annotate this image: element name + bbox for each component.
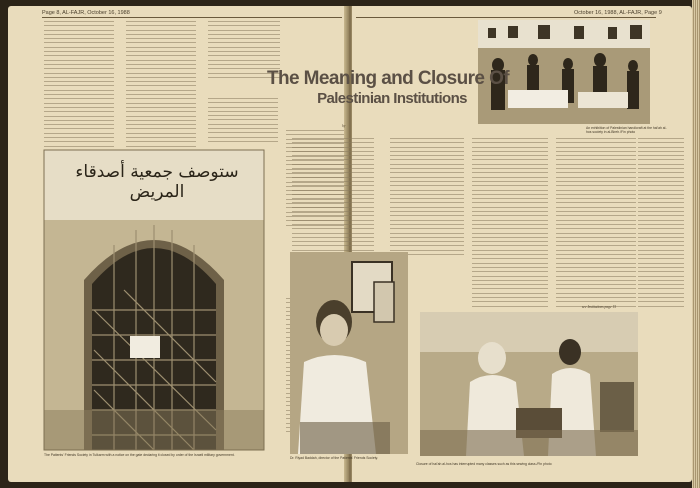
text-column — [126, 21, 196, 145]
text-column — [44, 21, 114, 145]
text-column — [472, 138, 548, 306]
binding-edge — [692, 0, 700, 488]
text-column — [638, 138, 684, 306]
photo-caption-left: The Patients' Friends Society in Tulkarm with a notice on the gate declaring it closed by order of the Israeli military government. — [44, 453, 235, 457]
left-page-header: Page 8, AL-FAJR, October 16, 1988 — [42, 10, 130, 16]
doctor-photo — [290, 252, 408, 454]
photo-caption-center: Dr. Riyad Baddah, director of the Patients' Friends Society. — [290, 456, 379, 460]
article-title-line-2: Palestinian Institutions — [317, 90, 467, 107]
text-column — [292, 138, 374, 256]
text-column — [390, 138, 464, 256]
doctor-photo-art — [290, 252, 408, 454]
gate-photo — [44, 150, 264, 450]
header-rule — [356, 17, 656, 18]
photo-caption-top-right: An exhibition of Palestinian handicraft at the hai'ah al-hos society in al-Bireh./Fin photo — [586, 126, 667, 134]
article-title-line-1: The Meaning and Closure Of — [267, 68, 509, 89]
sewing-class-photo — [420, 312, 638, 456]
continued-notice: see Institutions page 15 — [582, 305, 617, 309]
photo-caption-right: Closure of hai'ah al-hos has interrupted many classes such as this sewing class./Fin photo — [416, 462, 552, 466]
header-rule — [42, 17, 342, 18]
text-column — [556, 138, 636, 306]
clinic-sign-text: ستوصف جمعية أصدقاء المريض — [75, 162, 239, 202]
right-page-header: October 16, 1988, AL-FAJR, Page 9 — [574, 10, 662, 16]
sewing-class-photo-art — [420, 312, 638, 456]
byline: by — [342, 124, 346, 128]
